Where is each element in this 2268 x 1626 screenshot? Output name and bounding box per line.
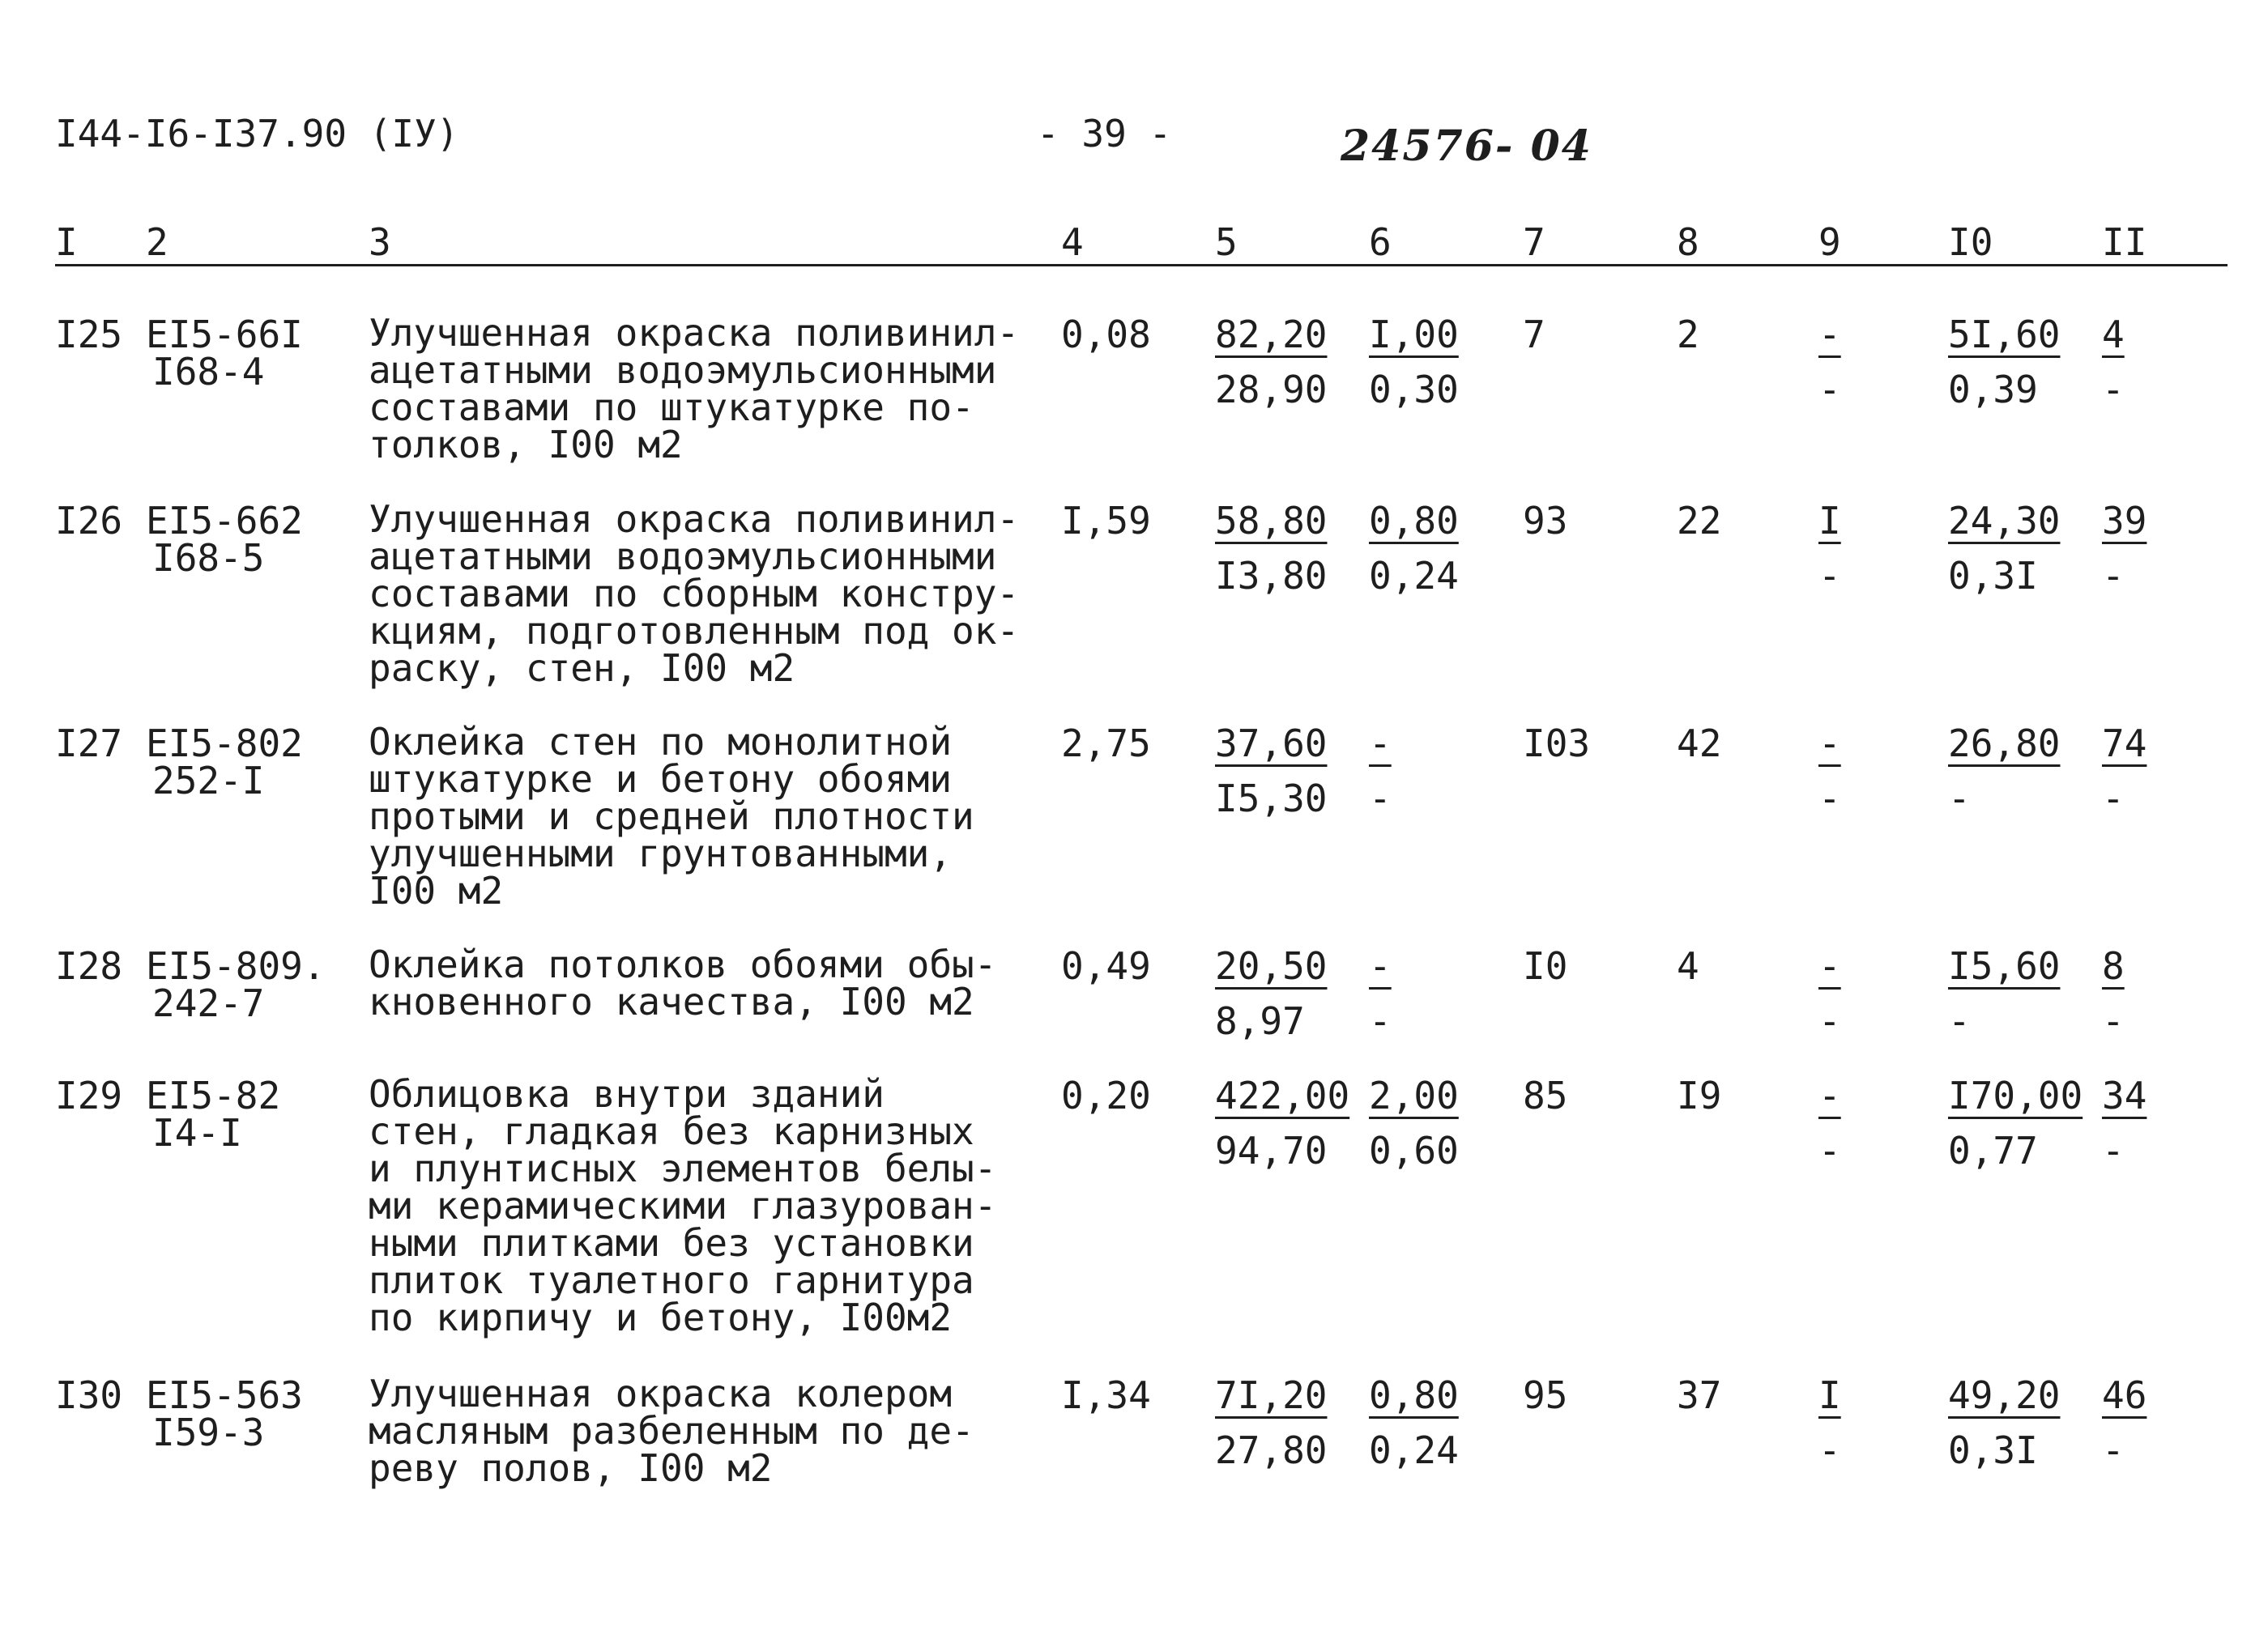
work-description-line: ными плитками без установки <box>369 1221 974 1265</box>
col10-top: I5,60 <box>1948 944 2061 988</box>
col8-value: 22 <box>1677 499 1722 543</box>
work-description-line: Улучшенная окраска поливинил- <box>369 311 1020 355</box>
col10-bottom: 0,77 <box>1948 1129 2038 1173</box>
column-number: 4 <box>1061 220 1084 264</box>
quantity: 0,08 <box>1061 313 1151 356</box>
work-description-line: Улучшенная окраска колером <box>369 1372 953 1415</box>
col9-bottom: - <box>1818 1428 1841 1472</box>
quantity: 2,75 <box>1061 721 1151 765</box>
work-description-line: штукатурке и бетону обоями <box>369 757 953 801</box>
work-description-line: ацетатными водоэмульсионными <box>369 348 997 392</box>
col11-bottom: - <box>2102 1428 2125 1472</box>
quantity: 0,49 <box>1061 944 1151 988</box>
work-description-line: I00 м2 <box>369 869 504 913</box>
work-description-line: ацетатными водоэмульсионными <box>369 534 997 578</box>
col6-top: 0,80 <box>1369 1373 1459 1417</box>
col9-bottom: - <box>1818 368 1841 411</box>
norm-subcode: I68-5 <box>152 536 265 580</box>
col10-top: 49,20 <box>1948 1373 2061 1417</box>
col8-value: 42 <box>1677 721 1722 765</box>
row-number: I29 <box>55 1074 123 1117</box>
col10-top: I70,00 <box>1948 1074 2083 1117</box>
col10-bottom: 0,3I <box>1948 554 2038 598</box>
col10-top: 5I,60 <box>1948 313 2061 356</box>
col11-bottom: - <box>2102 1129 2125 1173</box>
work-description-line: Оклейка стен по монолитной <box>369 720 953 764</box>
document-code: I44-I6-I37.90 (IУ) <box>55 112 459 155</box>
norm-code: EI5-809. <box>146 944 326 988</box>
col7-value: 95 <box>1523 1373 1568 1417</box>
page-number: - 39 - <box>1037 112 1172 155</box>
col11-bottom: - <box>2102 554 2125 598</box>
col8-value: I9 <box>1677 1074 1722 1117</box>
column-number: 7 <box>1523 220 1545 264</box>
norm-subcode: 242-7 <box>152 981 265 1025</box>
col6-top: 0,80 <box>1369 499 1459 543</box>
col11-top: 74 <box>2102 721 2147 765</box>
col9-top: - <box>1818 721 1841 765</box>
col7-value: I0 <box>1523 944 1568 988</box>
norm-code: EI5-66I <box>146 313 303 356</box>
row-number: I28 <box>55 944 123 988</box>
col7-value: I03 <box>1523 721 1591 765</box>
col9-top: - <box>1818 313 1841 356</box>
work-description-line: кциям, подготовленным под ок- <box>369 609 1020 653</box>
col6-bottom: 0,24 <box>1369 1428 1459 1472</box>
col7-value: 7 <box>1523 313 1545 356</box>
col6-top: I,00 <box>1369 313 1459 356</box>
col6-top: - <box>1369 944 1392 988</box>
col6-bottom: 0,24 <box>1369 554 1459 598</box>
col5-bottom: I3,80 <box>1215 554 1328 598</box>
col11-bottom: - <box>2102 777 2125 820</box>
col6-bottom: - <box>1369 777 1392 820</box>
norm-subcode: I4-I <box>152 1111 242 1155</box>
column-number: 5 <box>1215 220 1238 264</box>
col9-bottom: - <box>1818 1129 1841 1173</box>
col11-bottom: - <box>2102 368 2125 411</box>
work-description-line: реву полов, I00 м2 <box>369 1446 773 1490</box>
col5-top: 82,20 <box>1215 313 1328 356</box>
row-number: I25 <box>55 313 123 356</box>
col5-bottom: 27,80 <box>1215 1428 1328 1472</box>
col9-bottom: - <box>1818 999 1841 1043</box>
col9-bottom: - <box>1818 777 1841 820</box>
column-number: 6 <box>1369 220 1392 264</box>
column-number: II <box>2102 220 2147 264</box>
col5-top: 20,50 <box>1215 944 1328 988</box>
work-description-line: по кирпичу и бетону, I00м2 <box>369 1296 953 1339</box>
work-description-line: протыми и средней плотности <box>369 794 974 838</box>
column-number: 9 <box>1818 220 1841 264</box>
norm-code: EI5-82 <box>146 1074 281 1117</box>
col10-bottom: - <box>1948 777 1971 820</box>
col11-top: 8 <box>2102 944 2125 988</box>
work-description-line: Оклейка потолков обоями обы- <box>369 943 997 986</box>
col6-top: - <box>1369 721 1392 765</box>
header-rule <box>55 264 2228 266</box>
col9-bottom: - <box>1818 554 1841 598</box>
column-number: 2 <box>146 220 168 264</box>
work-description-line: составами по штукатурке по- <box>369 385 974 429</box>
col9-top: - <box>1818 944 1841 988</box>
column-number: 3 <box>369 220 391 264</box>
work-description-line: Улучшенная окраска поливинил- <box>369 497 1020 541</box>
col5-top: 422,00 <box>1215 1074 1350 1117</box>
col6-bottom: 0,60 <box>1369 1129 1459 1173</box>
col6-bottom: 0,30 <box>1369 368 1459 411</box>
norm-code: EI5-563 <box>146 1373 303 1417</box>
col8-value: 2 <box>1677 313 1699 356</box>
work-description-line: ми керамическими глазурован- <box>369 1184 997 1228</box>
work-description-line: раску, стен, I00 м2 <box>369 646 795 690</box>
col9-top: I <box>1818 499 1841 543</box>
col5-bottom: 94,70 <box>1215 1129 1328 1173</box>
col5-bottom: 28,90 <box>1215 368 1328 411</box>
col7-value: 85 <box>1523 1074 1568 1117</box>
col5-top: 37,60 <box>1215 721 1328 765</box>
work-description-line: кновенного качества, I00 м2 <box>369 980 974 1024</box>
col11-top: 4 <box>2102 313 2125 356</box>
work-description-line: масляным разбеленным по де- <box>369 1409 974 1453</box>
work-description-line: составами по сборным констру- <box>369 572 1020 615</box>
col10-bottom: - <box>1948 999 1971 1043</box>
col10-top: 26,80 <box>1948 721 2061 765</box>
column-number: 8 <box>1677 220 1699 264</box>
norm-code: EI5-802 <box>146 721 303 765</box>
col5-bottom: I5,30 <box>1215 777 1328 820</box>
col6-bottom: - <box>1369 999 1392 1043</box>
col10-bottom: 0,3I <box>1948 1428 2038 1472</box>
col8-value: 4 <box>1677 944 1699 988</box>
work-description-line: улучшенными грунтованными, <box>369 832 953 875</box>
col11-bottom: - <box>2102 999 2125 1043</box>
col6-top: 2,00 <box>1369 1074 1459 1117</box>
norm-subcode: 252-I <box>152 759 265 802</box>
work-description-line: и плунтисных элементов белы- <box>369 1147 997 1190</box>
quantity: I,34 <box>1061 1373 1151 1417</box>
col5-top: 7I,20 <box>1215 1373 1328 1417</box>
col7-value: 93 <box>1523 499 1568 543</box>
col9-top: I <box>1818 1373 1841 1417</box>
column-number: I0 <box>1948 220 1993 264</box>
row-number: I30 <box>55 1373 123 1417</box>
handwritten-number: 24576- 04 <box>1341 121 1592 171</box>
norm-subcode: I59-3 <box>152 1411 265 1454</box>
norm-code: EI5-662 <box>146 499 303 543</box>
col5-bottom: 8,97 <box>1215 999 1305 1043</box>
work-description-line: стен, гладкая без карнизных <box>369 1109 974 1153</box>
col5-top: 58,80 <box>1215 499 1328 543</box>
norm-subcode: I68-4 <box>152 350 265 394</box>
work-description-line: плиток туалетного гарнитура <box>369 1258 974 1302</box>
col11-top: 39 <box>2102 499 2147 543</box>
col8-value: 37 <box>1677 1373 1722 1417</box>
col11-top: 46 <box>2102 1373 2147 1417</box>
row-number: I27 <box>55 721 123 765</box>
column-number: I <box>55 220 78 264</box>
quantity: I,59 <box>1061 499 1151 543</box>
col10-bottom: 0,39 <box>1948 368 2038 411</box>
col10-top: 24,30 <box>1948 499 2061 543</box>
work-description-line: толков, I00 м2 <box>369 423 683 466</box>
quantity: 0,20 <box>1061 1074 1151 1117</box>
work-description-line: Облицовка внутри зданий <box>369 1072 885 1116</box>
col11-top: 34 <box>2102 1074 2147 1117</box>
col9-top: - <box>1818 1074 1841 1117</box>
row-number: I26 <box>55 499 123 543</box>
